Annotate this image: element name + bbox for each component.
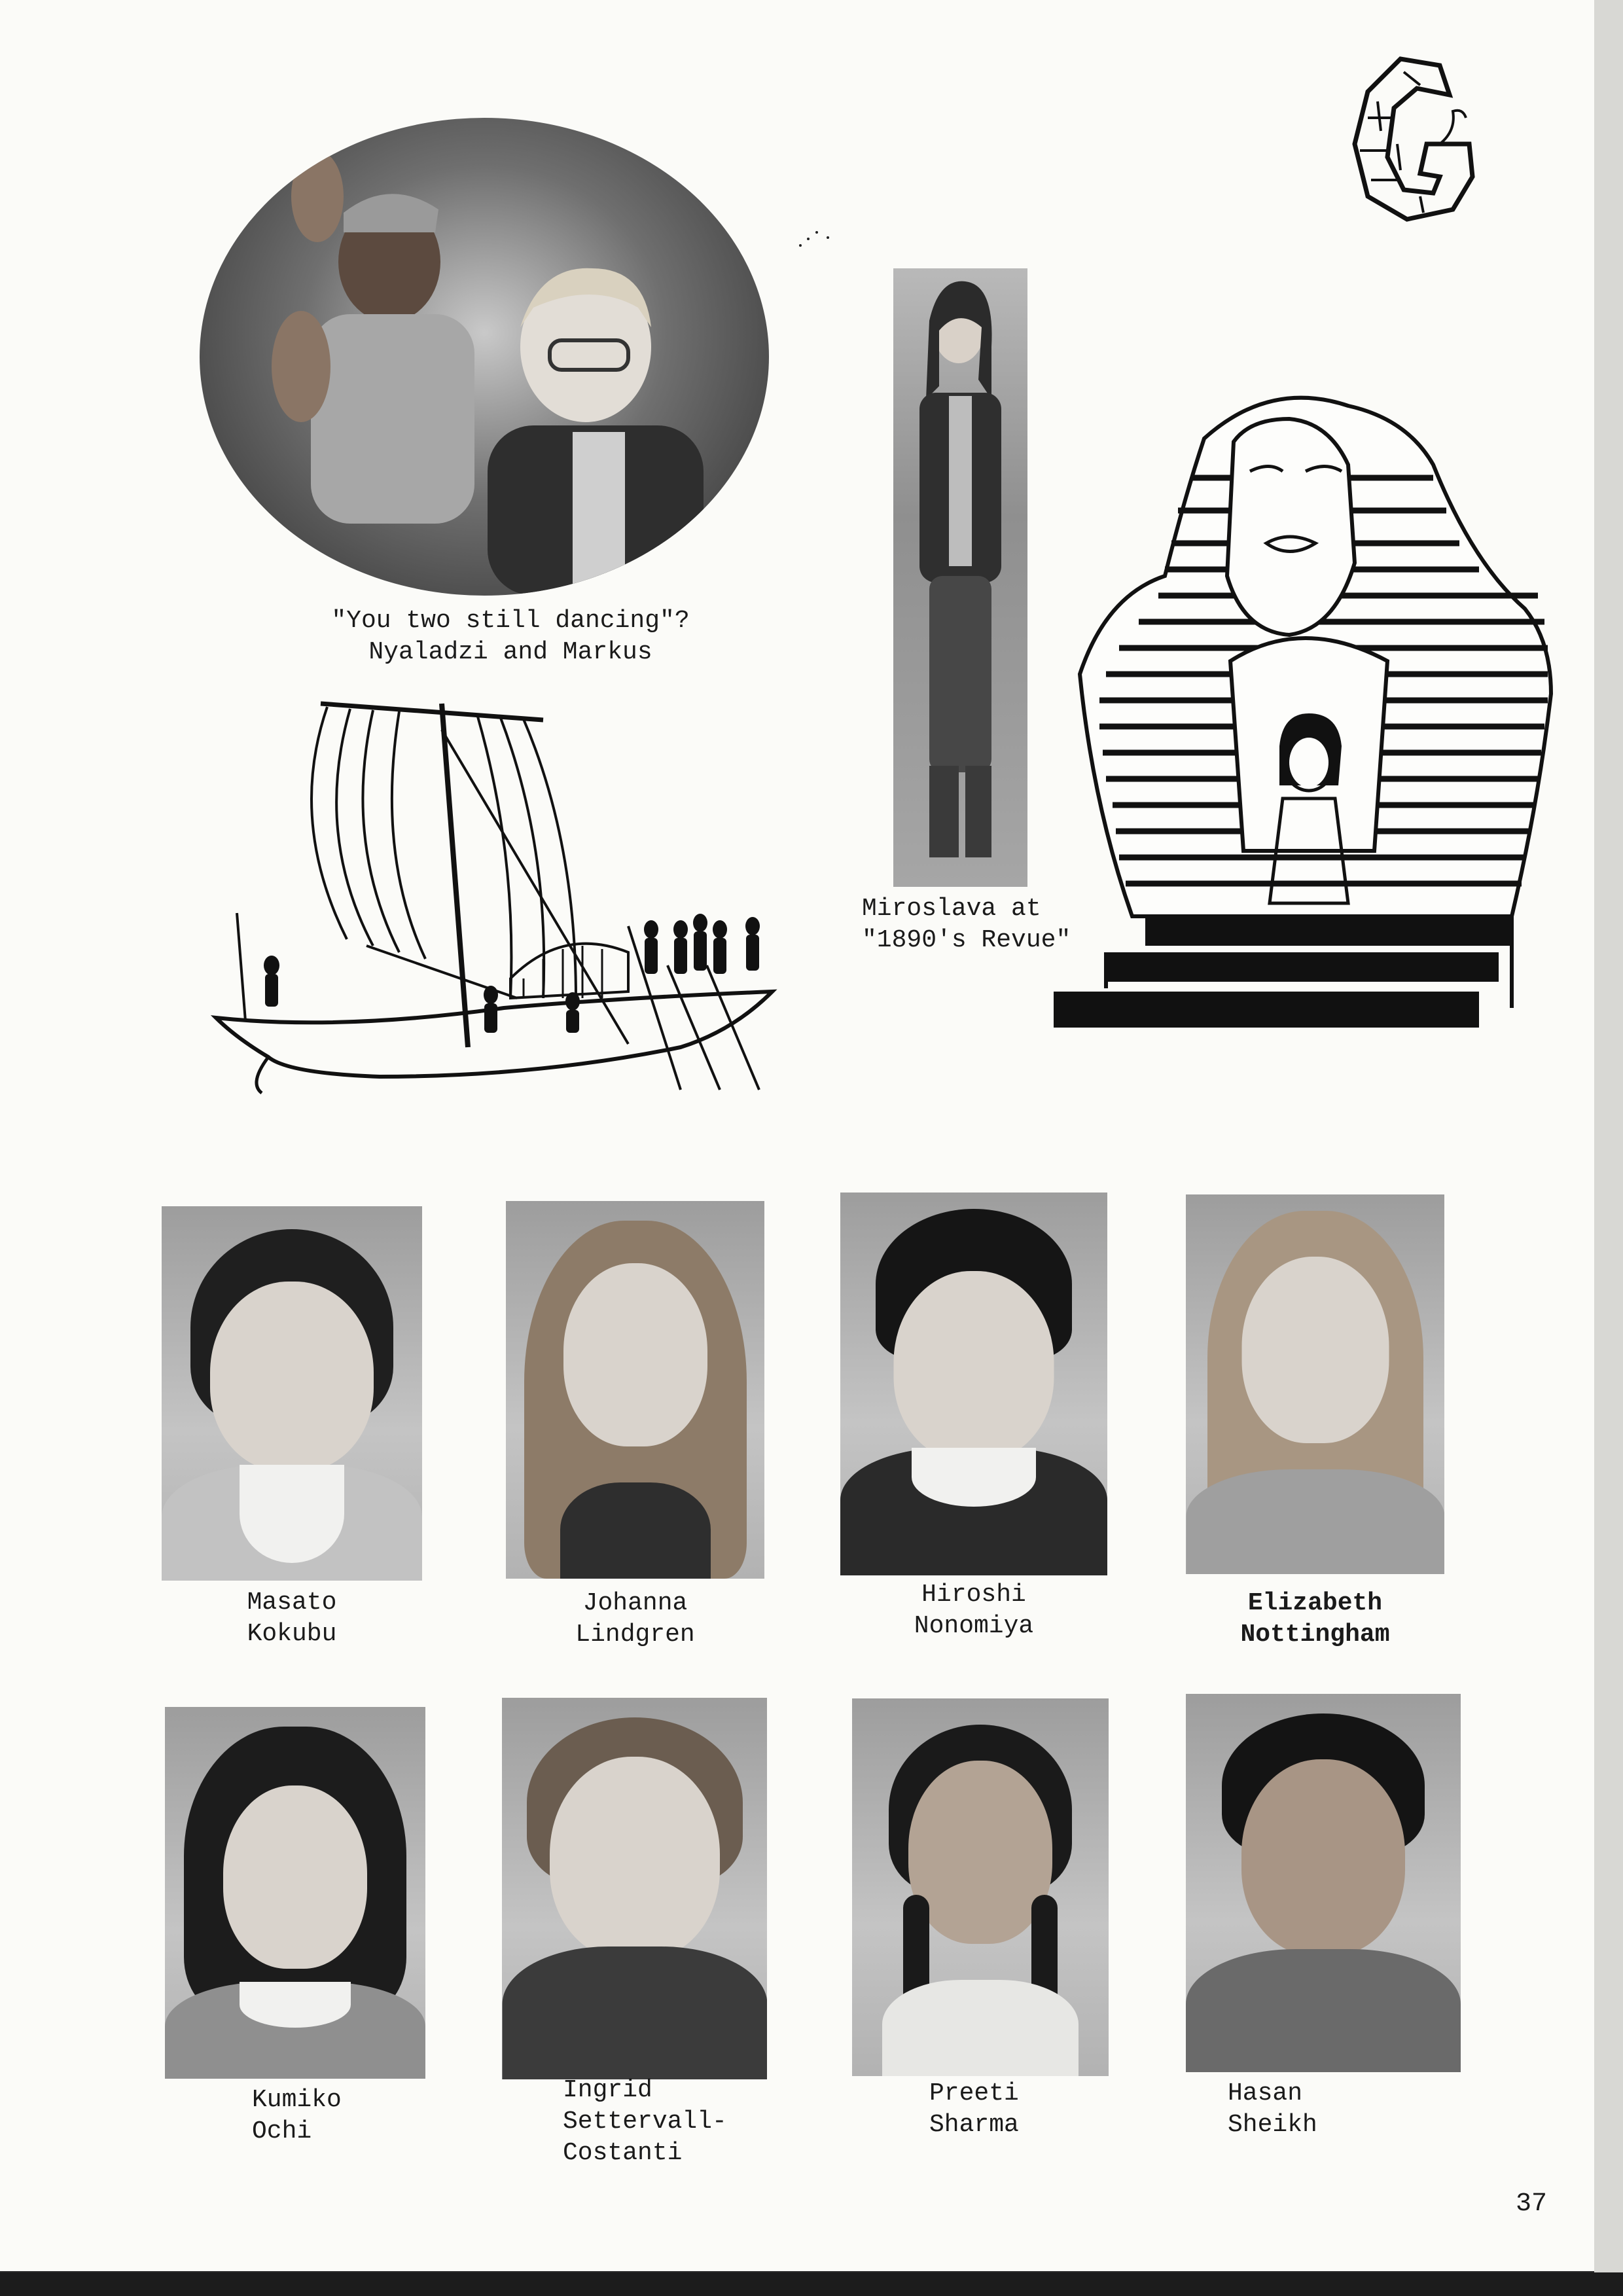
name-first-hiroshi: Hiroshi xyxy=(921,1581,1026,1609)
name-last-ochi: Ochi xyxy=(252,2117,312,2145)
egyptian-boat-drawing xyxy=(209,691,798,1096)
portrait-kumiko-ochi xyxy=(165,1707,425,2079)
name-last-nottingham: Nottingham xyxy=(1240,1621,1390,1649)
portrait-johanna-lindgren xyxy=(506,1201,764,1579)
name-last-sharma: Sharma xyxy=(929,2111,1019,2139)
portrait-hiroshi-nonomiya xyxy=(840,1193,1107,1575)
portrait-masato-kokubu xyxy=(162,1206,422,1581)
stray-marks xyxy=(795,226,834,252)
miroslava-caption-line2: "1890's Revue" xyxy=(862,926,1071,954)
portrait-ingrid-settervall-costanti xyxy=(502,1698,767,2079)
pharaoh-throne-drawing xyxy=(1054,380,1571,1060)
dancing-caption-line2: Nyaladzi and Markus xyxy=(368,638,652,666)
letter-g-drawing xyxy=(1342,46,1492,229)
page-spine xyxy=(1594,0,1623,2296)
name-first-ingrid: Ingrid xyxy=(563,2076,652,2104)
portrait-preeti-sharma xyxy=(852,1698,1109,2076)
page-number: 37 xyxy=(1516,2189,1548,2219)
portrait-hasan-sheikh xyxy=(1186,1694,1461,2072)
name-first-hasan: Hasan xyxy=(1228,2079,1303,2108)
name-first-masato: Masato xyxy=(247,1588,337,1617)
dancing-photo xyxy=(200,118,769,596)
name-last-costanti: Costanti xyxy=(563,2139,683,2167)
miroslava-photo xyxy=(893,268,1027,887)
name-first-johanna: Johanna xyxy=(582,1589,688,1617)
name-last-nonomiya: Nonomiya xyxy=(914,1612,1034,1640)
name-first-kumiko: Kumiko xyxy=(252,2086,342,2114)
name-last-kokubu: Kokubu xyxy=(247,1620,337,1648)
dancing-photo-figures xyxy=(200,118,769,596)
name-last-sheikh: Sheikh xyxy=(1228,2111,1317,2139)
name-first-preeti: Preeti xyxy=(929,2079,1019,2108)
portrait-elizabeth-nottingham xyxy=(1186,1194,1444,1574)
miroslava-caption-line1: Miroslava at xyxy=(862,895,1041,923)
name-last-settervall: Settervall- xyxy=(563,2108,727,2136)
name-first-elizabeth: Elizabeth xyxy=(1247,1589,1383,1617)
scan-bottom-edge xyxy=(0,2272,1623,2296)
name-last-lindgren: Lindgren xyxy=(575,1621,695,1649)
dancing-caption-line1: "You two still dancing"? xyxy=(331,607,690,635)
miroslava-figure xyxy=(893,268,1027,887)
